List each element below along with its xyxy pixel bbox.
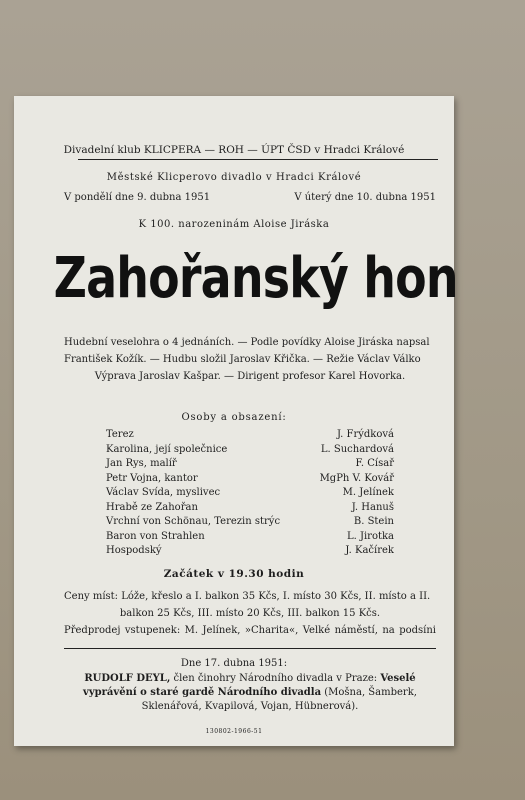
cast-row: [106, 472, 394, 487]
cast-row: [106, 530, 394, 545]
cast-row: [106, 443, 394, 458]
prices-line-2: balkon 25 Kčs, III. místo 20 Kčs, III. balkon 15 Kčs.: [119, 608, 381, 619]
event-text-1: člen činohry Národního divadla v Praze:: [170, 673, 381, 684]
playbill-sheet: [14, 96, 458, 746]
date-right: V úterý dne 10. dubna 1951: [294, 192, 436, 203]
cast-role: Karolina, její společnice: [106, 443, 228, 455]
cast-row: [106, 457, 394, 472]
cast-row: [106, 486, 394, 501]
date-left: V pondělí dne 9. dubna 1951: [64, 192, 211, 203]
cast-actor: J. Kačírek: [345, 545, 394, 556]
cast-actor: J. Hanuš: [351, 501, 394, 513]
credits-block: [64, 334, 436, 385]
print-code: 130802-1966-51: [205, 728, 263, 735]
cast-actor: L. Jirotka: [346, 530, 394, 542]
cast-list: [106, 428, 394, 559]
event-description: [64, 672, 436, 714]
credits-line-3: Výprava Jaroslav Kašpar. — Dirigent profesor Karel Hovorka.: [94, 371, 406, 382]
cast-actor: B. Stein: [353, 516, 394, 527]
cast-role: Vrchní von Schönau, Terezin strýc: [106, 516, 281, 527]
cast-role: Baron von Strahlen: [106, 530, 205, 542]
cast-row: [106, 501, 394, 516]
cast-role: Petr Vojna, kantor: [106, 472, 198, 484]
performer-name: RUDOLF DEYL,: [84, 673, 171, 684]
anniversary-line: K 100. narozeninám Aloise Jiráska: [138, 219, 330, 230]
prices-block: [64, 588, 436, 639]
cast-actor: L. Suchardová: [320, 443, 394, 455]
prices-line-3: Předprodej vstupenek: M. Jelínek, »Charita«, Velké náměstí, na podsíni: [64, 625, 436, 636]
header-divider: [78, 159, 438, 160]
cast-row: [106, 544, 394, 559]
event-text-2: (Mošna, Šamberk, Sklenářová, Kvapilová, Vojan, Hübnerová).: [141, 687, 417, 712]
event-date: Dne 17. dubna 1951:: [180, 658, 288, 669]
cast-actor: J. Frýdková: [336, 429, 394, 440]
cast-role: Hrabě ze Zahořan: [106, 501, 198, 513]
cast-row: [106, 428, 394, 443]
cast-heading: Osoby a obsazení:: [181, 412, 287, 423]
cast-row: [106, 515, 394, 530]
organizer-header: Divadelní klub KLICPERA — ROH — ÚPT ČSD v Hradci Králové: [63, 144, 405, 156]
venue-line: Městské Klicperovo divadlo v Hradci Králové: [106, 172, 362, 183]
credits-line-2: František Kožík. — Hudbu složil Jaroslav Křička. — Režie Václav Válko: [64, 354, 421, 365]
cast-role: Terez: [106, 429, 134, 440]
cast-actor: M. Jelínek: [342, 487, 394, 498]
start-time: Začátek v 19.30 hodin: [163, 568, 305, 580]
cast-role: Jan Rys, malíř: [106, 458, 177, 469]
cast-actor: F. Císař: [355, 458, 394, 469]
credits-line-1: Hudební veselohra o 4 jednáních. — Podle povídky Aloise Jiráska napsal: [64, 337, 430, 348]
cast-role: Václav Svída, myslivec: [106, 487, 221, 498]
section-divider: [64, 648, 436, 649]
cast-actor: MgPh V. Kovář: [319, 472, 394, 484]
play-title: Zahořanský hon: [53, 246, 458, 311]
event-title: Veselé vyprávění o staré gardě Národního divadla: [83, 673, 416, 698]
prices-line-1: Ceny míst: Lóže, křeslo a I. balkon 35 Kčs, I. místo 30 Kčs, II. místo a II.: [64, 591, 431, 602]
cast-role: Hospodský: [106, 545, 162, 556]
